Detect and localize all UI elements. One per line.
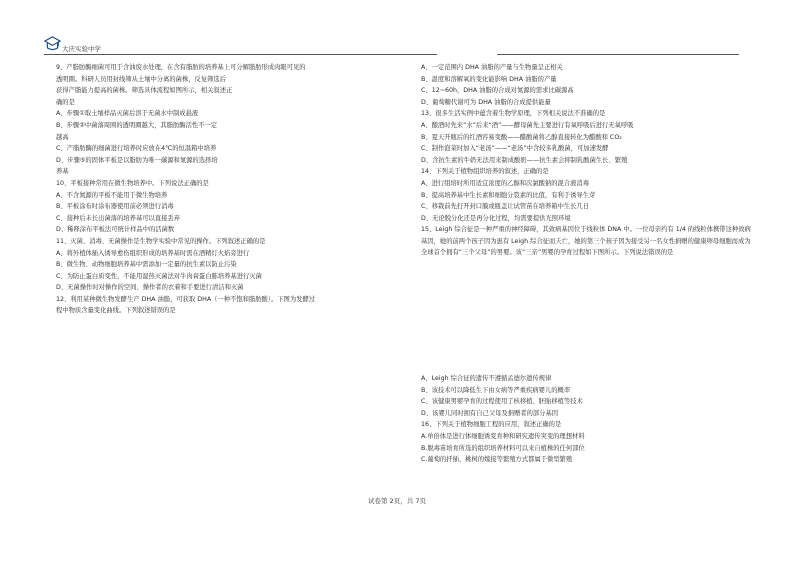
text-line: D、葡萄糖代谢可为 DHA 油脂的合成提供能量: [421, 98, 551, 106]
text-line: 获得产脂能力提高的菌株。筛选具体流程如图所示，相关叙述正: [56, 87, 233, 95]
text-line: 越高: [56, 133, 69, 141]
text-line: B、步骤②中菌落周围的透明圈越大，其脂肪酶活性不一定: [56, 121, 218, 129]
text-line: 13、很多生活实例中蕴含着生物学原理，下列相关说法不准确的是: [421, 110, 606, 118]
text-line: C、接种后未长出菌落的培养基可以直接丢弃: [56, 214, 181, 222]
text-line: A、将外植体插入诱导愈伤组织形成的培养基时需在酒精灯火焰旁进行: [56, 249, 250, 257]
text-line: 12、利用某种微生物发酵生产 DHA 油脂，可获取 DHA（一种不饱和脂肪酸）。下图为发酵过: [56, 295, 316, 303]
text-line: B、夏天开瓶后的红酒容易变酸——醋酸菌将乙醇直接转化为醋酸和 CO₂: [421, 133, 622, 141]
text-line: D、无论脱分化还是再分化过程，均需要提供光照环境: [421, 214, 571, 222]
text-line: 11、灭菌、消毒、无菌操作是生物学实验中常见的操作。下列叙述正确的是: [56, 237, 266, 245]
text-line: C.葡萄的扦插、桃树的嫁接等繁殖方式都属于微型繁殖: [421, 456, 573, 464]
header-rule-left: [44, 54, 437, 55]
text-line: A、步骤①取土壤样品灭菌后溶于无菌水中制成悬液: [56, 110, 199, 118]
right-column-top: [421, 62, 751, 224]
text-line: 程中物质含量变化曲线。下列叙述错误的是: [56, 307, 176, 315]
question-15: [421, 224, 751, 259]
text-line: A.单倍体是进行体细胞诱变育种和研究遗传突变的理想材料: [421, 432, 585, 440]
text-line: B、该技术可以降低生下由女病等严重疾病婴儿的概率: [421, 386, 571, 394]
text-line: B、微生物、动物细胞培养基中需添加一定量的抗生素以防止污染: [56, 261, 237, 269]
text-line: A、一定范围内 DHA 油脂的产量与生物量呈正相关: [421, 64, 563, 71]
text-line: D、稀释涂布平板法可统计样品中的活菌数: [56, 226, 175, 234]
text-line: 透明圈。科研人员用封线筛从土壤中分离的菌株，反复筛选后: [56, 75, 227, 83]
text-line: B、温度和溶解氧的变化能影响 DHA 油脂的产量: [421, 75, 557, 83]
text-line: D、含抗生素的牛奶无法用来制成酸奶——抗生素会抑制乳酸菌生长、繁殖: [421, 156, 628, 164]
text-line: B、平板涂布时涂布器使用前必须进行消毒: [56, 203, 174, 211]
text-line: D、无菌操作时对操作的空间、操作者的衣着和手要进行清洁和灭菌: [56, 284, 244, 292]
text-line: C、为防止蛋白质变性，不能用湿热灭菌法对牛肉膏蛋白胨培养基进行灭菌: [56, 272, 262, 280]
text-line: 10、平板接种常用在微生物培养中。下列说法正确的是: [56, 179, 209, 187]
text-line: 9、产脂肪酶细菌可用于含油废水处理，在含有脂肪的培养基上可分解脂肪形成肉眼可见的: [56, 64, 306, 71]
school-logo-icon: [44, 36, 61, 53]
right-column-bottom: [421, 373, 751, 466]
text-line: D、步骤⑤的固体平板是以脂肪为唯一碳源和氮源的选择培: [56, 156, 218, 164]
text-line: C、制作泡菜时加入“老汤”——“老汤”中含较多乳酸菌，可加速发酵: [421, 145, 609, 153]
text-line: C、移栽前先打开封口膜或瓶盖让试管苗在培养箱中生长几日: [421, 203, 590, 211]
question-15-text: 15、Leigh 综合征是一种严重的神经障碍，其致病基因位于线粒体 DNA 中。一位母亲约有 1/4 的线粒体携带这种致病基因，她的前两个孩子因为患有 Leigh 综合征而夭亡，她的第三个孩子因为接受另一名女性捐赠的健康卵母细胞而成为全球首个拥有“三个父母”的男婴。该“三亲”男婴的孕育过程如下图所示。下列说法错误的是: [421, 226, 751, 257]
text-line: D、该婴儿同时拥有自己父母及捐赠者的部分基因: [421, 409, 559, 417]
text-line: 14、下列关于植物组织培养的叙述，正确的是: [421, 168, 549, 176]
header-rule-right: [497, 54, 739, 55]
text-line: A、不含氮源的平板不能用于微生物培养: [56, 191, 168, 199]
text-line: B.脱毒苗培育所选的组织培养材料可以来自植株的任何部位: [421, 444, 585, 452]
text-line: C、产脂肪酶的细菌进行培养时应放在4℃的恒温箱中培养: [56, 145, 217, 153]
left-column: [56, 62, 421, 317]
page-footer: 试卷第 2页，共 7页: [368, 497, 426, 505]
text-line: A、Leigh 综合征的遗传不遵循孟德尔遗传规律: [421, 375, 552, 382]
text-line: A、进行组培时所用适宜浓度的乙醇和次氯酸钠的混合液消毒: [421, 179, 590, 187]
text-line: C、12~60h，DHA 油脂的合成对氮源的需求比碳源高: [421, 87, 574, 95]
text-line: B、提高培养基中生长素和细胞分裂素的比值，有利于诱导生芽: [421, 191, 596, 199]
text-line: A、酿酒时先来“水”后来“酒”——酵母菌先主要进行有氧呼吸后进行无氧呼吸: [421, 121, 634, 129]
school-name: 大庆实验中学: [62, 45, 101, 53]
text-line: 16、下列关于植物细胞工程的应用，叙述正确的是: [421, 421, 562, 429]
text-line: 确的是: [56, 98, 75, 106]
text-line: C、该健康男婴孕育的过程使用了核移植、胚胎移植等技术: [421, 398, 583, 406]
text-line: 养基: [56, 168, 69, 176]
